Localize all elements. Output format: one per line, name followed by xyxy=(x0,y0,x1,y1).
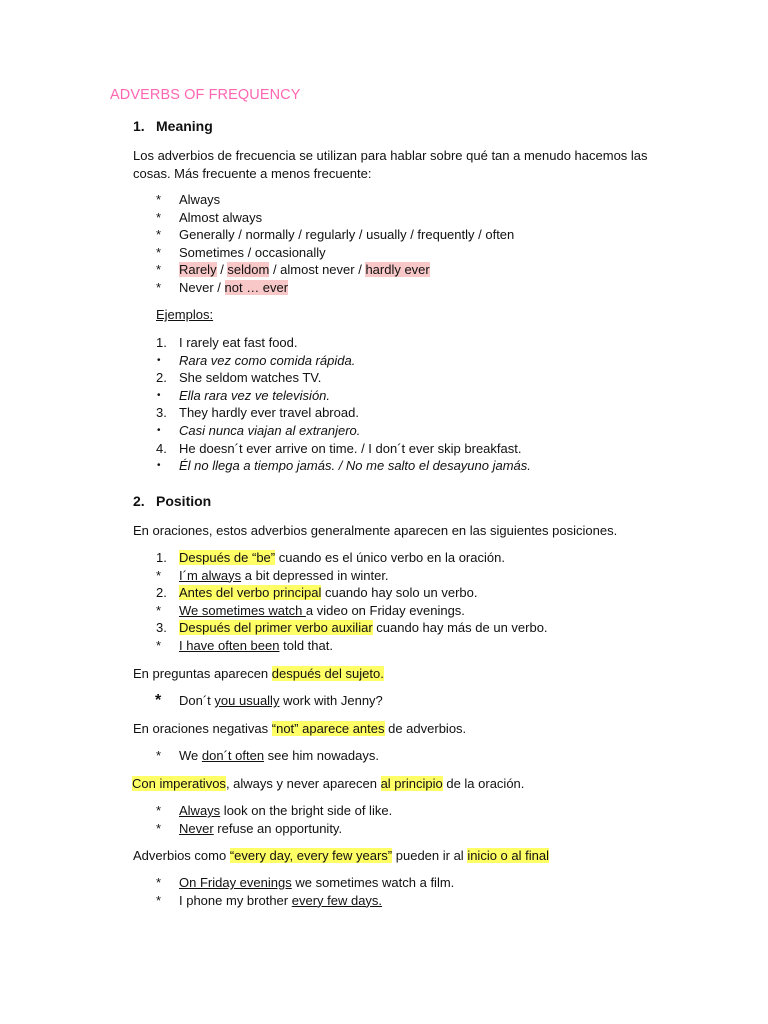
list-number: 1. xyxy=(156,550,167,565)
asterisk-icon: * xyxy=(156,748,162,763)
example-rest: told that. xyxy=(279,637,333,653)
asterisk-icon: * xyxy=(156,875,162,890)
asterisk-icon: * xyxy=(156,803,162,818)
translation-text: Rara vez como comida rápida. xyxy=(179,352,356,368)
middle-text: / almost never / xyxy=(269,262,366,278)
example-rest: see him nowadays. xyxy=(264,748,379,763)
underlined-text: We sometimes watch xyxy=(179,602,306,618)
asterisk-icon: * xyxy=(156,567,162,583)
list-number: 2. xyxy=(156,585,167,601)
example-rest: a video on Friday evenings. xyxy=(305,602,465,618)
example-text xyxy=(179,820,342,838)
rule-text: de adverbios. xyxy=(384,721,467,736)
example-pre: Don´t xyxy=(179,693,215,708)
example-pre: I phone my brother xyxy=(179,892,292,908)
example-text xyxy=(179,637,333,655)
section-1-number: 1. xyxy=(133,118,145,134)
position-rule xyxy=(179,549,505,567)
examples-label: Ejemplos: xyxy=(156,307,214,322)
underlined-text: On Friday evenings xyxy=(179,875,292,890)
example-rest: we sometimes watch a film. xyxy=(291,875,455,890)
never-text: Never / xyxy=(179,279,225,295)
translation-text: Ella rara vez ve televisión. xyxy=(179,387,331,403)
section-2-number: 2. xyxy=(133,493,145,509)
list-number: 1. xyxy=(156,335,167,350)
highlight: Después de “be” xyxy=(179,550,276,565)
rule-text: En preguntas aparecen xyxy=(133,666,272,681)
asterisk-icon: * xyxy=(156,262,162,278)
list-number: 3. xyxy=(156,620,167,636)
underlined-text: Always xyxy=(179,803,221,818)
example-rest: a bit depressed in winter. xyxy=(241,567,389,583)
example-rest: look on the bright side of like. xyxy=(220,803,393,818)
example-text xyxy=(179,692,383,710)
intro-line-1: Los adverbios de frecuencia se utilizan para hablar sobre qué tan a menudo hacemos las xyxy=(133,148,648,163)
asterisk-icon: * xyxy=(156,892,162,908)
translation-text: Él no llega a tiempo jamás. / No me salto el desayuno jamás. xyxy=(179,458,531,474)
highlight: después del sujeto. xyxy=(271,666,384,681)
asterisk-icon: * xyxy=(156,209,162,225)
highlight: inicio o al final xyxy=(467,848,549,863)
imperatives-rule xyxy=(132,775,652,793)
highlight: Después del primer verbo auxiliar xyxy=(179,620,373,636)
highlight-seldom: seldom xyxy=(227,262,270,278)
example-pre: We xyxy=(179,748,202,763)
intro-line-2: cosas. Más frecuente a menos frecuente: xyxy=(133,165,372,181)
list-item-text xyxy=(179,279,288,297)
list-item-text: Almost always xyxy=(179,209,263,225)
document-title: ADVERBS OF FREQUENCY xyxy=(110,87,301,103)
section-2-title: Position xyxy=(156,493,212,509)
section-1-heading xyxy=(133,118,213,134)
position-rule xyxy=(179,619,548,637)
underlined-text: I have often been xyxy=(179,637,280,653)
underlined-text: I´m always xyxy=(179,567,242,583)
underlined-text: Never xyxy=(179,820,214,836)
questions-rule xyxy=(133,665,653,683)
negatives-rule xyxy=(133,720,653,738)
asterisk-icon: * xyxy=(156,227,162,243)
highlight: al principio xyxy=(380,776,443,791)
bullet-icon: • xyxy=(157,389,161,401)
example-rest: work with Jenny? xyxy=(279,693,383,708)
list-number: 2. xyxy=(156,370,167,386)
example-rest: refuse an opportunity. xyxy=(213,820,343,836)
list-item-text xyxy=(179,261,430,279)
section-2-heading xyxy=(133,493,211,509)
list-number: 3. xyxy=(156,405,167,421)
underlined-text: every few days. xyxy=(291,892,383,908)
highlight: Con imperativos xyxy=(132,776,226,791)
example-text xyxy=(179,602,465,620)
highlight-not-ever: not … ever xyxy=(224,279,289,295)
example-text xyxy=(179,747,379,765)
example-text xyxy=(179,874,454,892)
example-text: They hardly ever travel abroad. xyxy=(179,405,359,421)
section-1-title: Meaning xyxy=(156,118,213,134)
rule-text: Adverbios como xyxy=(133,848,230,863)
highlight-rarely: Rarely xyxy=(179,262,217,278)
list-item-text: Always xyxy=(179,192,221,207)
asterisk-icon: * xyxy=(156,637,162,653)
rule-text: , always y never aparecen xyxy=(225,776,381,791)
bullet-icon: • xyxy=(157,424,161,436)
highlight: Antes del verbo principal xyxy=(179,585,322,601)
highlight: “not” aparece antes xyxy=(271,721,385,736)
rule-text: cuando es el único verbo en la oración. xyxy=(275,550,505,565)
example-text: She seldom watches TV. xyxy=(179,370,322,386)
list-item-text: Generally / normally / regularly / usually / frequently / often xyxy=(179,227,515,243)
example-text xyxy=(179,567,389,585)
list-item-text: Sometimes / occasionally xyxy=(179,244,326,260)
bullet-icon: • xyxy=(157,460,161,472)
asterisk-icon: * xyxy=(156,192,162,207)
section-2-intro: En oraciones, estos adverbios generalmente aparecen en las siguientes posiciones. xyxy=(133,523,618,538)
rule-text: pueden ir al xyxy=(392,848,468,863)
asterisk-icon: * xyxy=(156,244,162,260)
underlined-text: don´t often xyxy=(201,748,265,763)
underlined-text: you usually xyxy=(214,693,280,708)
translation-text: Casi nunca viajan al extranjero. xyxy=(179,422,361,438)
rule-text: En oraciones negativas xyxy=(133,721,272,736)
highlight-hardly-ever: hardly ever xyxy=(365,262,430,278)
position-rule xyxy=(179,584,477,602)
separator-text: / xyxy=(216,262,228,278)
rule-text: de la oración. xyxy=(442,776,525,791)
rule-text: cuando hay más de un verbo. xyxy=(372,620,548,636)
example-text xyxy=(179,802,392,820)
example-text xyxy=(179,892,382,910)
bullet-icon: • xyxy=(157,354,161,366)
section-1-intro xyxy=(133,147,653,182)
example-text: I rarely eat fast food. xyxy=(179,335,298,350)
asterisk-icon: * xyxy=(156,602,162,618)
example-text: He doesn´t ever arrive on time. / I don´t ever skip breakfast. xyxy=(179,440,522,456)
asterisk-icon: * xyxy=(155,692,162,709)
asterisk-icon: * xyxy=(156,279,162,295)
highlight: “every day, every few years” xyxy=(229,848,393,863)
rule-text: cuando hay solo un verbo. xyxy=(321,585,478,601)
list-number: 4. xyxy=(156,440,167,456)
time-adverbs-rule xyxy=(133,847,653,865)
asterisk-icon: * xyxy=(156,820,162,836)
